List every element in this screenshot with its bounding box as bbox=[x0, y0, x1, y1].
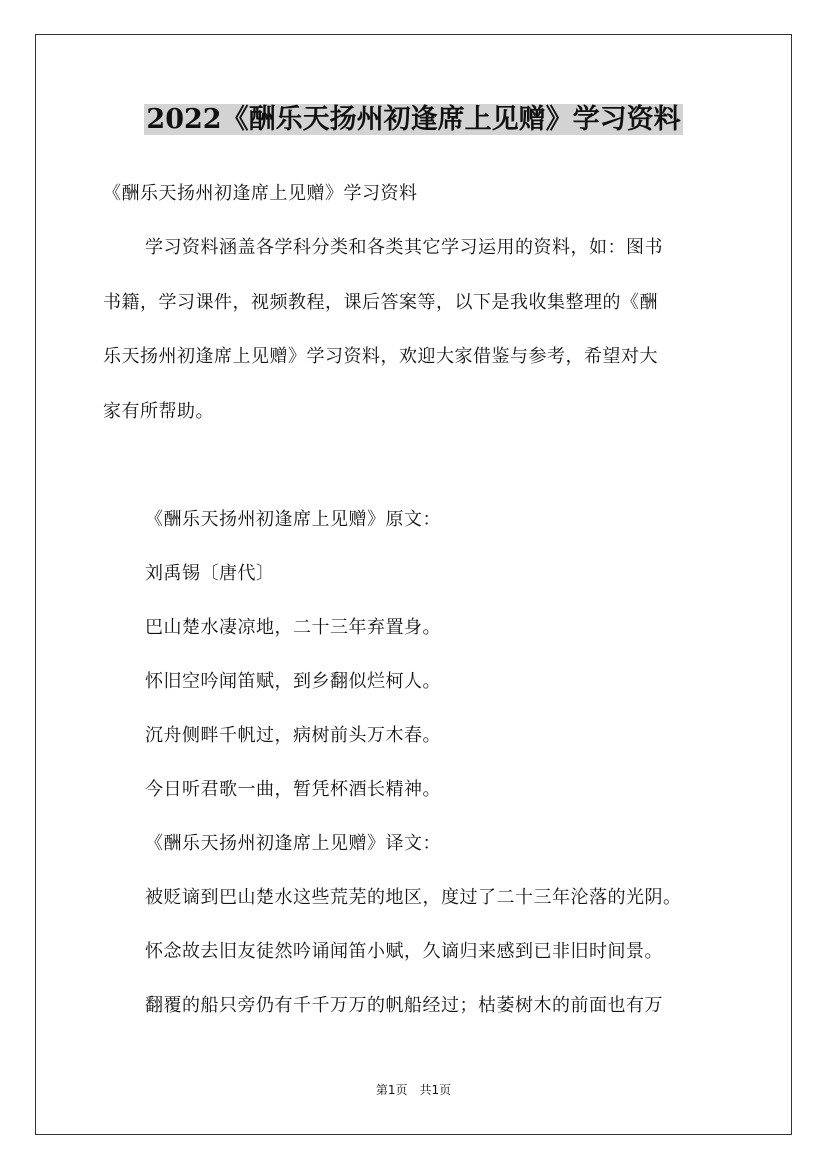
intro-line-2: 书籍，学习课件，视频教程，课后答案等，以下是我收集整理的《酬 bbox=[103, 292, 658, 313]
translation-heading: 《酬乐天扬州初逢席上见赠》译文： bbox=[145, 833, 441, 854]
original-heading: 《酬乐天扬州初逢席上见赠》原文： bbox=[145, 509, 441, 530]
poem-line-3: 沉舟侧畔千帆过，病树前头万木春。 bbox=[145, 725, 441, 746]
intro-line-1: 学习资料涵盖各学科分类和各类其它学习运用的资料，如：图书 bbox=[145, 237, 663, 258]
translation-line-2: 怀念故去旧友徒然吟诵闻笛小赋，久谪归来感到已非旧时间景。 bbox=[145, 941, 663, 962]
document-subtitle: 《酬乐天扬州初逢席上见赠》学习资料 bbox=[103, 183, 418, 204]
page-footer: 第1页 共1页 bbox=[375, 1083, 452, 1097]
poem-line-4: 今日听君歌一曲，暂凭杯酒长精神。 bbox=[145, 779, 441, 800]
document-title: 2022《酬乐天扬州初逢席上见赠》学习资料 bbox=[146, 104, 681, 135]
translation-line-3: 翻覆的船只旁仍有千千万万的帆船经过；枯萎树木的前面也有万 bbox=[145, 995, 663, 1016]
poem-line-2: 怀旧空吟闻笛赋，到乡翻似烂柯人。 bbox=[145, 671, 441, 692]
poem-line-1: 巴山楚水凄凉地，二十三年弃置身。 bbox=[145, 617, 441, 638]
poem-author: 刘禹锡〔唐代〕 bbox=[145, 563, 275, 584]
translation-line-1: 被贬谪到巴山楚水这些荒芜的地区，度过了二十三年沦落的光阴。 bbox=[145, 887, 682, 908]
intro-line-3: 乐天扬州初逢席上见赠》学习资料，欢迎大家借鉴与参考，希望对大 bbox=[103, 346, 658, 367]
intro-line-4: 家有所帮助。 bbox=[103, 401, 214, 422]
